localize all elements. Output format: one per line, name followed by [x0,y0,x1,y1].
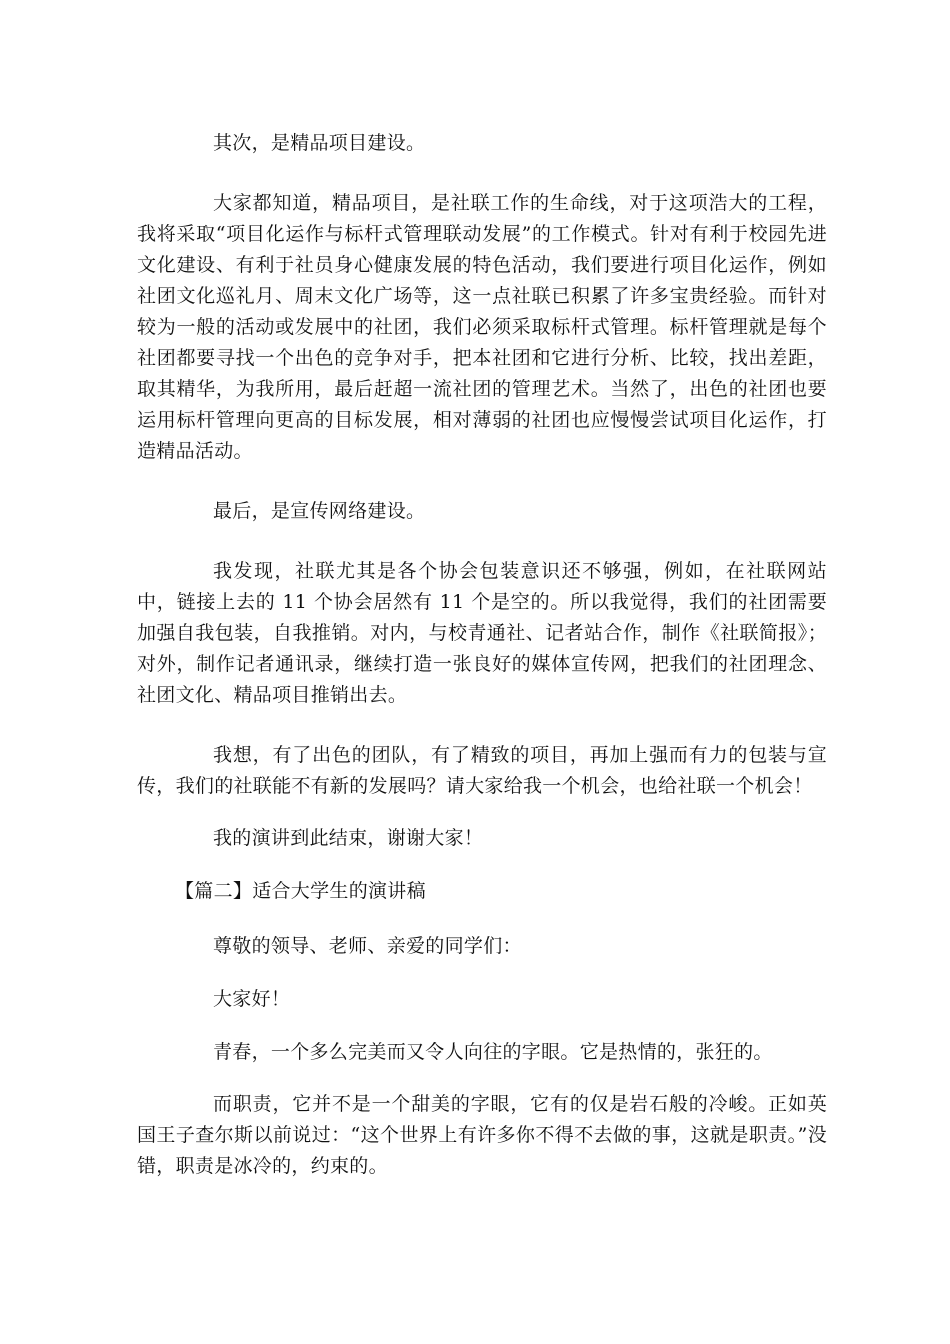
paragraph: 我的演讲到此结束，谢谢大家！ [213,827,484,849]
paragraph: 大家都知道，精品项目，是社联工作的生命线，对于这项浩大的工程，我将采取“项目化运作与标杆式管理联动发展”的工作模式。针对有利于校园先进文化建设、有利于社员身心健康发展的特色活动，我们要进行项目化运作，例如社团文化巡礼月、周末文化广场等，这一点社联已积累了许多宝贵经验。而针对较为一般的活动或发展中的社团，我们必须采取标杆式管理。标杆管理就是每个社团都要寻找一个出色的竞争对手，把本社团和它进行分析、比较，找出差距，取其精华，为我所用，最后赶超一流社团的管理艺术。当然了，出色的社团也要运用标杆管理向更高的目标发展，相对薄弱的社团也应慢慢尝试项目化运作，打造精品活动。 [137,192,827,462]
document-body [137,128,827,1182]
paragraph: 我发现，社联尤其是各个协会包装意识还不够强，例如，在社联网站中，链接上去的 11 个协会居然有 11 个是空的。所以我觉得，我们的社团需要加强自我包装，自我推销。对内，与校青通社、记者站合作，制作《社联简报》；对外，制作记者通讯录，继续打造一张良好的媒体宣传网，把我们的社团理念、社团文化、精品项目推销出去。 [137,560,827,706]
paragraph: 而职责，它并不是一个甜美的字眼，它有的仅是岩石般的冷峻。正如英国王子查尔斯以前说过：“这个世界上有许多你不得不去做的事，这就是职责。”没错，职责是冰冷的，约束的。 [137,1093,827,1177]
paragraph: 青春，一个多么完美而又令人向往的字眼。它是热情的，张狂的。 [213,1041,773,1063]
paragraph: 其次，是精品项目建设。 [213,132,426,154]
paragraph: 最后，是宣传网络建设。 [213,500,426,522]
section-heading: 【篇二】适合大学生的演讲稿 [175,880,426,902]
paragraph: 尊敬的领导、老师、亲爱的同学们： [213,935,522,957]
paragraph: 大家好！ [213,988,291,1010]
paragraph: 我想，有了出色的团队，有了精致的项目，再加上强而有力的包装与宣传，我们的社联能不有新的发展吗？请大家给我一个机会，也给社联一个机会！ [137,744,827,797]
